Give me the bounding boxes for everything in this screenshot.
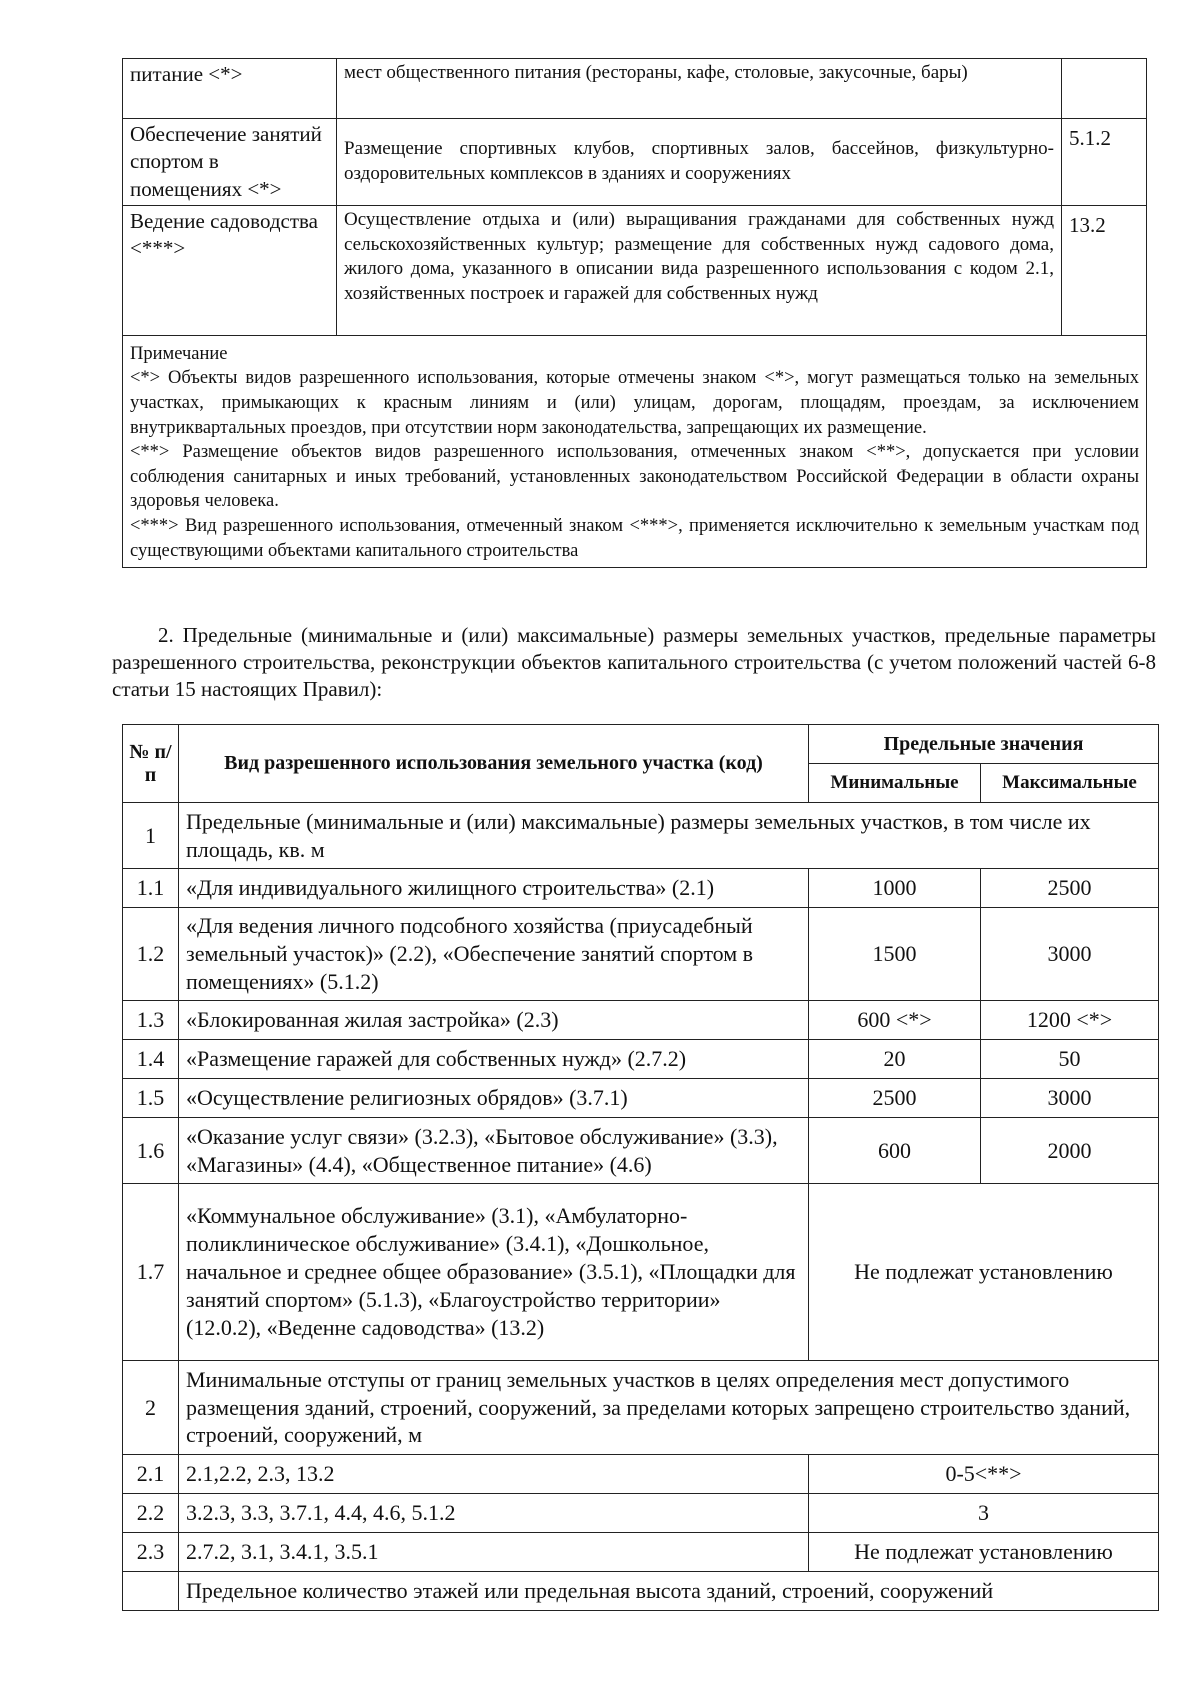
use-name-cell: питание <*> — [123, 59, 337, 119]
table-row — [123, 205, 1147, 335]
header-kind: Вид разрешенного использования земельного участка (код) — [179, 725, 809, 803]
section-paragraph — [112, 622, 1156, 703]
header-limits: Предельные значения — [809, 725, 1159, 764]
limit-value: 0-5<**> — [809, 1455, 1159, 1494]
table-row — [123, 1533, 1159, 1572]
row-number: 2.2 — [123, 1494, 179, 1533]
row-number: 1.7 — [123, 1184, 179, 1361]
use-description-cell: Осуществление отдыха и (или) выращивания гражданами для собственных нужд сельскохозяйственных культур; размещение для собственных нужд садового дома, жилого дома, указанного в описании вида разрешенного использования с кодом 2.1, хозяйственных построек и гаражей для собственных нужд — [337, 205, 1062, 335]
use-code-cell — [1062, 59, 1147, 119]
table-row — [123, 119, 1147, 206]
use-name-cell: Ведение садоводства <***> — [123, 205, 337, 335]
table-row — [123, 1494, 1159, 1533]
row-number: 1.5 — [123, 1079, 179, 1118]
limit-value: Не подлежат установлению — [809, 1533, 1159, 1572]
row-number: 2.3 — [123, 1533, 179, 1572]
row-number — [123, 1572, 179, 1611]
use-code-cell: 5.1.2 — [1062, 119, 1147, 206]
section-text: Предельные (минимальные и (или) максимальные) размеры земельных участков, в том числе их площадь, кв. м — [179, 803, 1159, 869]
row-number: 1 — [123, 803, 179, 869]
header-row — [123, 725, 1159, 764]
note-single-star: <*> Объекты видов разрешенного использования, которые отмечены знаком <*>, могут размещаться только на земельных участках, примыкающих к красным линиям и (или) улицам, дорогам, площадям, проездам, за исключением внутриквартальных проездов, при отсутствии норм законодательства, запрещающих их размещение. — [130, 368, 1139, 438]
use-name-cell: Обеспечение занятий спортом в помещениях <*> — [123, 119, 337, 206]
note-title: Примечание — [130, 343, 228, 364]
table-row — [123, 1118, 1159, 1184]
row-number: 2.1 — [123, 1455, 179, 1494]
min-value: 600 <*> — [809, 1001, 981, 1040]
row-number: 1.2 — [123, 908, 179, 1001]
use-kind-cell: «Осуществление религиозных обрядов» (3.7.1) — [179, 1079, 809, 1118]
section-row — [123, 1361, 1159, 1455]
use-kind-cell: «Блокированная жилая застройка» (2.3) — [179, 1001, 809, 1040]
max-value: 2500 — [981, 869, 1159, 908]
limits-table — [122, 724, 1159, 1611]
limit-value: Не подлежат установлению — [809, 1184, 1159, 1361]
use-kind-cell: «Оказание услуг связи» (3.2.3), «Бытовое обслуживание» (3.3), «Магазины» (4.4), «Общественное питание» (4.6) — [179, 1118, 809, 1184]
row-number: 1.1 — [123, 869, 179, 908]
max-value: 3000 — [981, 1079, 1159, 1118]
table-row — [123, 59, 1147, 119]
use-kind-cell: 2.1,2.2, 2.3, 13.2 — [179, 1455, 809, 1494]
note-row — [123, 335, 1147, 567]
note-cell — [123, 335, 1147, 567]
min-value: 2500 — [809, 1079, 981, 1118]
min-value: 20 — [809, 1040, 981, 1079]
row-number: 2 — [123, 1361, 179, 1455]
row-number: 1.3 — [123, 1001, 179, 1040]
table-row — [123, 1184, 1159, 1361]
max-value: 1200 <*> — [981, 1001, 1159, 1040]
use-kind-cell: «Размещение гаражей для собственных нужд» (2.7.2) — [179, 1040, 809, 1079]
section-text: Предельное количество этажей или предельная высота зданий, строений, сооружений — [179, 1572, 1159, 1611]
table-row — [123, 869, 1159, 908]
section-row — [123, 803, 1159, 869]
header-max: Максимальные — [981, 764, 1159, 803]
use-description-cell: Размещение спортивных клубов, спортивных залов, бассейнов, физкультурно-оздоровительных комплексов в зданиях и сооружениях — [337, 119, 1062, 206]
use-kind-cell: «Для индивидуального жилищного строительства» (2.1) — [179, 869, 809, 908]
section-row — [123, 1572, 1159, 1611]
use-kind-cell: «Для ведения личного подсобного хозяйства (приусадебный земельный участок)» (2.2), «Обеспечение занятий спортом в помещениях» (5.1.2) — [179, 908, 809, 1001]
table-row — [123, 1455, 1159, 1494]
table-row — [123, 1001, 1159, 1040]
note-double-star: <**> Размещение объектов видов разрешенного использования, отмеченных знаком <**>, допускается при условии соблюдения санитарных и иных требований, установленных законодательством Российской Федерации в области охраны здоровья человека. — [130, 442, 1139, 512]
max-value: 3000 — [981, 908, 1159, 1001]
max-value: 2000 — [981, 1118, 1159, 1184]
row-number: 1.4 — [123, 1040, 179, 1079]
row-number: 1.6 — [123, 1118, 179, 1184]
note-triple-star: <***> Вид разрешенного использования, отмеченный знаком <***>, применяется исключительно к земельным участкам под существующими объектами капитального строительства — [130, 516, 1139, 561]
max-value: 50 — [981, 1040, 1159, 1079]
section-text: Минимальные отступы от границ земельных участков в целях определения мест допустимого размещения зданий, строений, сооружений, за пределами которых запрещено строительство зданий, строений, сооружений, м — [179, 1361, 1159, 1455]
use-kind-cell: 2.7.2, 3.1, 3.4.1, 3.5.1 — [179, 1533, 809, 1572]
min-value: 1500 — [809, 908, 981, 1001]
land-use-table-continuation — [122, 58, 1147, 568]
header-num: № п/п — [123, 725, 179, 803]
limit-value: 3 — [809, 1494, 1159, 1533]
use-kind-cell: «Коммунальное обслуживание» (3.1), «Амбулаторно-поликлиническое обслуживание» (3.4.1), «Дошкольное, начальное и среднее общее образование» (3.5.1), «Площадки для занятий спортом» (5.1.3), «Благоустройство территории» (12.0.2), «Веденне садоводства» (13.2) — [179, 1184, 809, 1361]
use-kind-cell: 3.2.3, 3.3, 3.7.1, 4.4, 4.6, 5.1.2 — [179, 1494, 809, 1533]
min-value: 600 — [809, 1118, 981, 1184]
table-row — [123, 1079, 1159, 1118]
min-value: 1000 — [809, 869, 981, 908]
paragraph-text: 2. Предельные (минимальные и (или) максимальные) размеры земельных участков, предельные параметры разрешенного строительства, реконструкции объектов капитального строительства (с учетом положений частей 6-8 статьи 15 настоящих Правил): — [112, 623, 1156, 701]
use-description-cell: мест общественного питания (рестораны, кафе, столовые, закусочные, бары) — [337, 59, 1062, 119]
header-min: Минимальные — [809, 764, 981, 803]
table-row — [123, 908, 1159, 1001]
use-code-cell: 13.2 — [1062, 205, 1147, 335]
table-row — [123, 1040, 1159, 1079]
